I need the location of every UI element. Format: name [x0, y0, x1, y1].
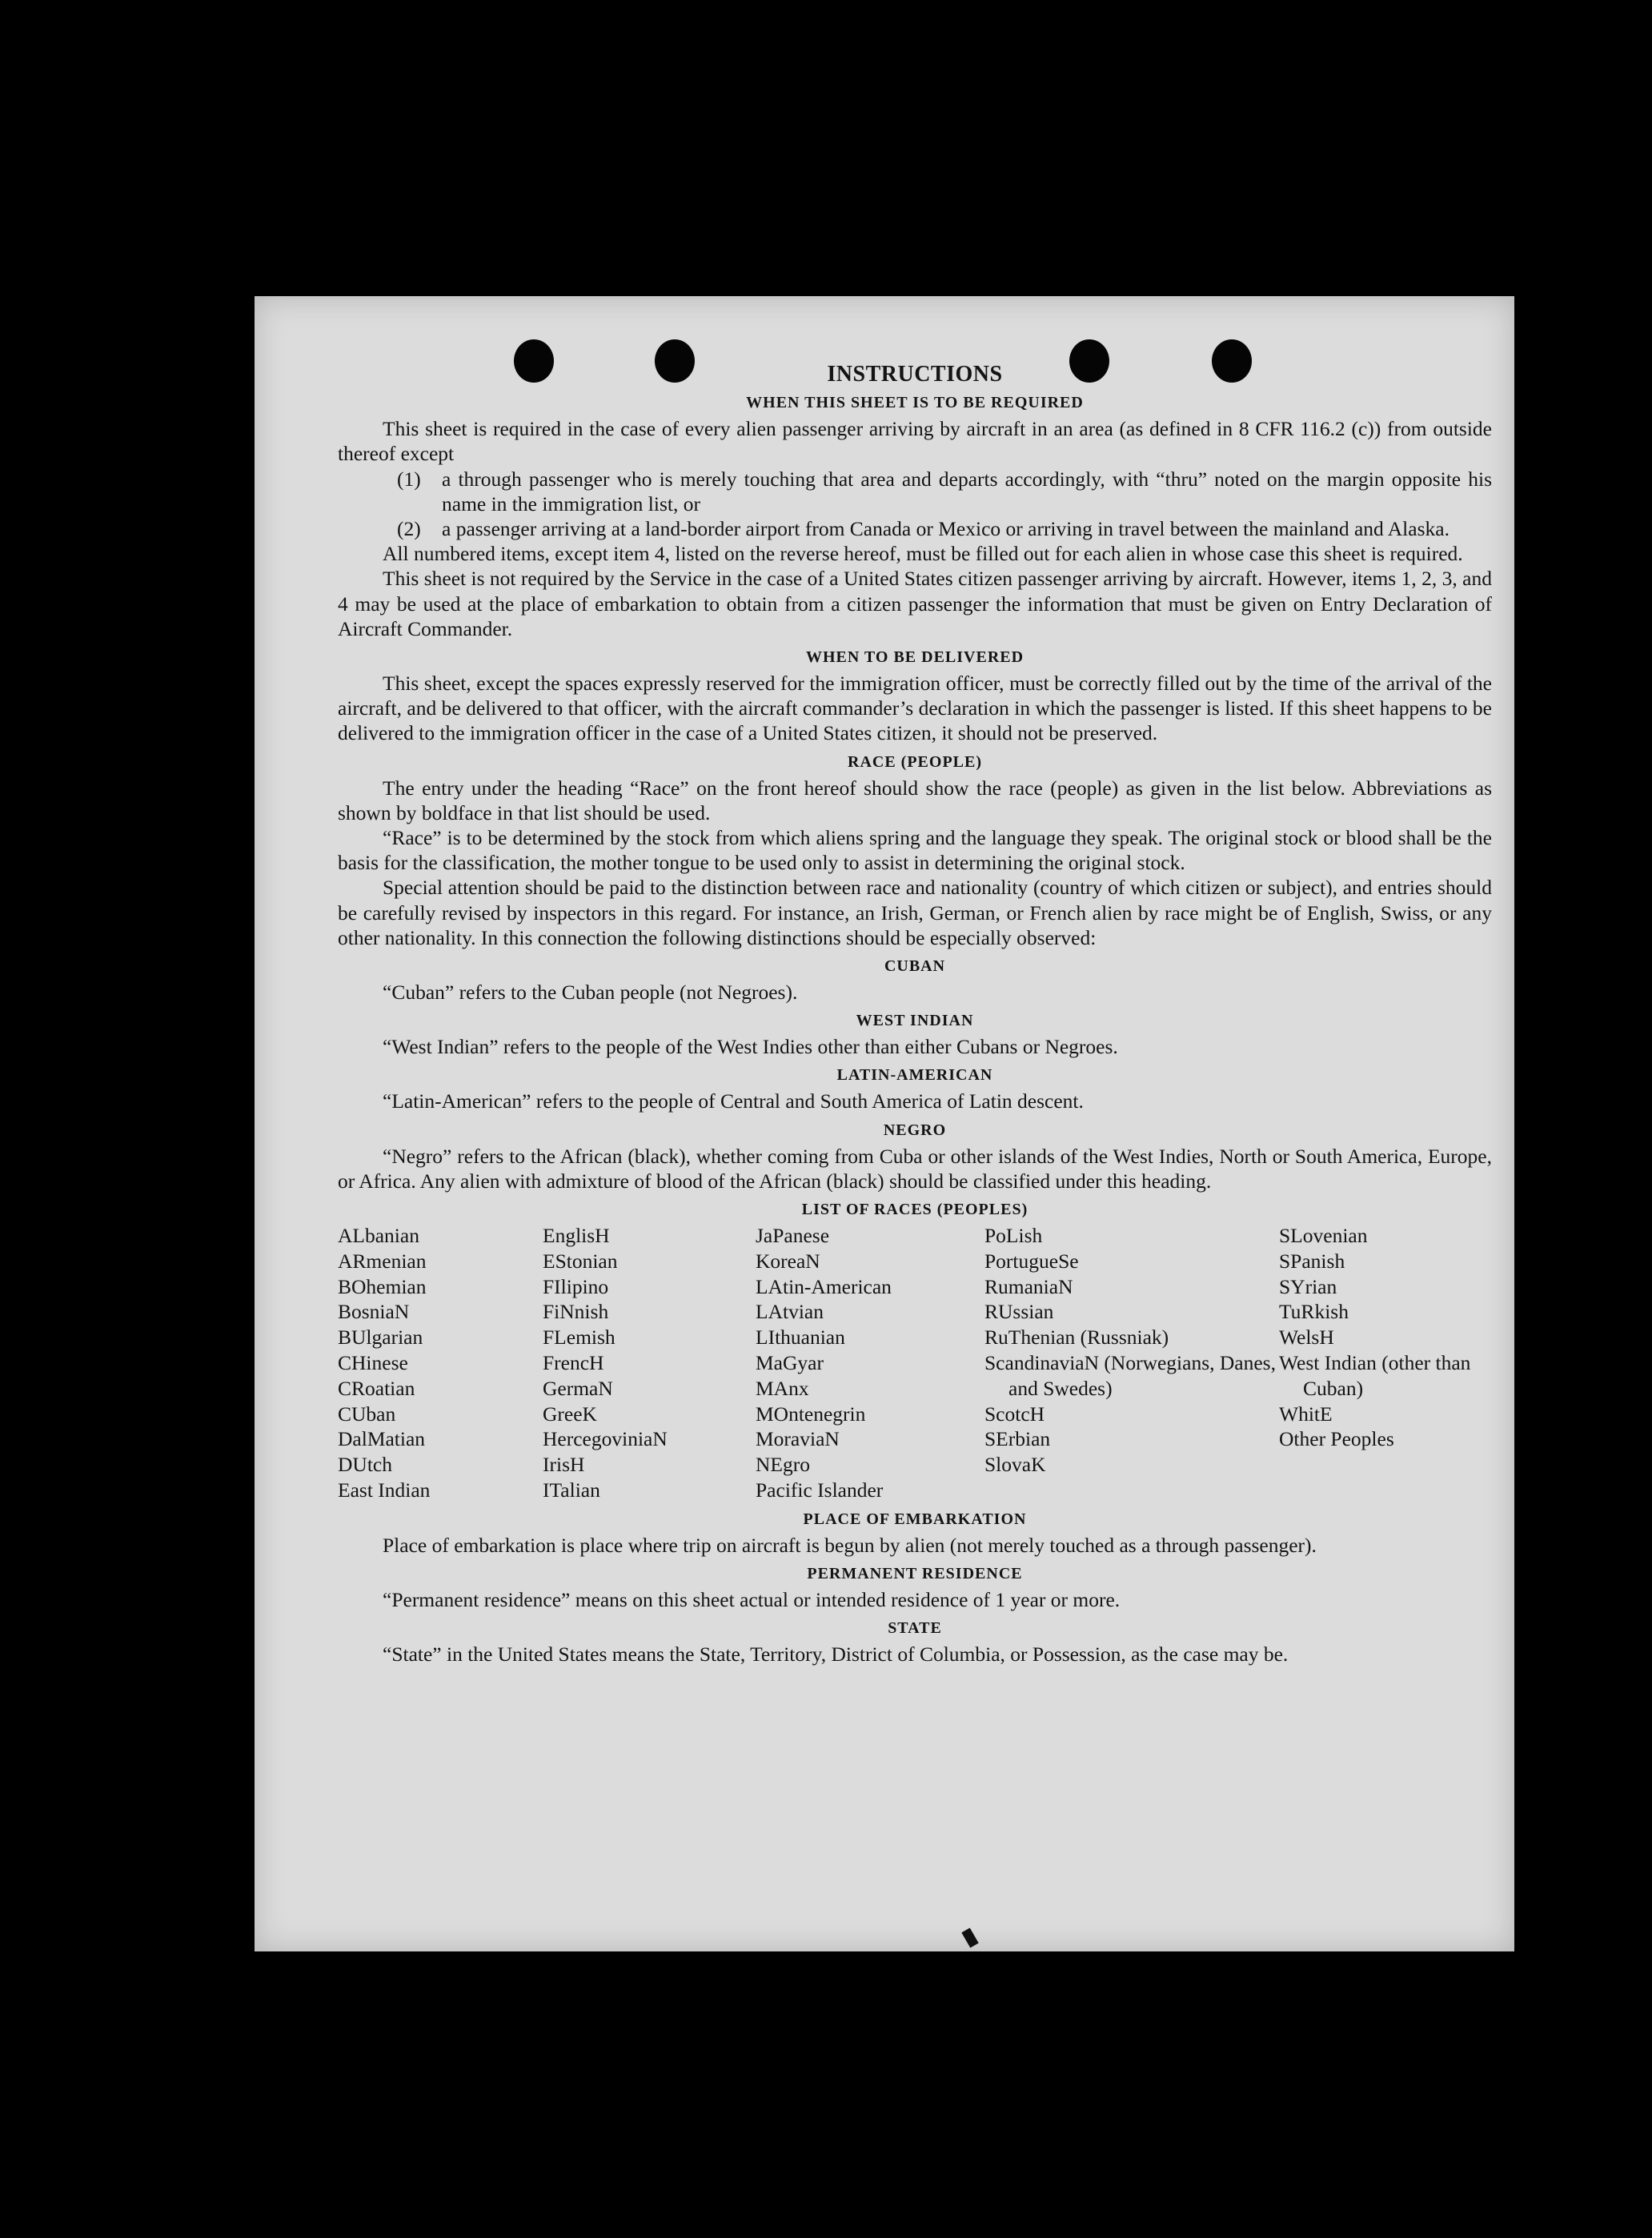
item-text: a through passenger who is merely touching that area and departs accordingly, with “thru” noted on the margin opposite his name in the immigration list, or: [442, 467, 1492, 515]
race-entry: ALbanian: [338, 1224, 419, 1248]
race-entry: EnglisH: [543, 1224, 610, 1248]
race-entry: SErbian: [984, 1427, 1051, 1451]
race-entry: SYrian: [1279, 1274, 1337, 1298]
section-heading: WHEN TO BE DELIVERED: [805, 648, 1024, 667]
race-entry: CUban: [338, 1402, 396, 1426]
race-entry: PortugueSe: [984, 1249, 1079, 1273]
race-entry: East Indian: [338, 1478, 431, 1502]
paragraph: “West Indian” refers to the people of the West Indies other than either Cubans or Negroes.: [383, 1035, 1118, 1059]
section-heading: WEST INDIAN: [856, 1012, 974, 1030]
race-column: [984, 1223, 1279, 1503]
race-entry: SlovaK: [984, 1453, 1046, 1477]
race-entry: LAtin-American: [756, 1274, 892, 1298]
race-entry: BosniaN: [338, 1300, 410, 1324]
race-entry: SPanish: [1279, 1249, 1345, 1273]
race-entry: CHinese: [338, 1351, 408, 1375]
instructions-body: [338, 362, 1492, 1666]
section-heading: RACE (PEOPLE): [848, 752, 982, 771]
race-entry: ScotcH: [984, 1402, 1045, 1426]
race-entry: JaPanese: [756, 1224, 830, 1248]
race-entry: GreeK: [543, 1402, 597, 1426]
section-heading: WHEN THIS SHEET IS TO BE REQUIRED: [746, 394, 1084, 412]
race-entry: BUlgarian: [338, 1326, 423, 1350]
paragraph: All numbered items, except item 4, listed on the reverse hereof, must be filled out for each alien in whose case this sheet is required.: [383, 542, 1463, 566]
race-entry: ARmenian: [338, 1249, 427, 1273]
race-entry: MaGyar: [756, 1351, 824, 1375]
paragraph: This sheet is not required by the Service in the case of a United States citizen passenger arriving by aircraft. However, items 1, 2, 3, and 4 may be used at the place of embarkation to obtain from a citizen passenger the information that must be given on Entry Declaration of Aircraft Commander.: [338, 567, 1492, 640]
race-entry: PoLish: [984, 1224, 1043, 1248]
section-heading: PLACE OF EMBARKATION: [803, 1510, 1027, 1528]
race-entry: LIthuanian: [756, 1326, 845, 1350]
race-entry: GermaN: [543, 1376, 613, 1400]
race-entry: LAtvian: [756, 1300, 824, 1324]
paragraph: “Latin-American” refers to the people of Central and South America of Latin descent.: [383, 1089, 1084, 1113]
section-heading: CUBAN: [884, 957, 946, 976]
race-entry: FiNnish: [543, 1300, 609, 1324]
race-entry: FIlipino: [543, 1274, 609, 1298]
race-entry: BOhemian: [338, 1274, 427, 1298]
list-item: [397, 516, 1492, 541]
race-entry: HercegoviniaN: [543, 1427, 668, 1451]
section-heading: LIST OF RACES (PEOPLES): [801, 1201, 1028, 1219]
race-column: [756, 1223, 984, 1503]
page-title: INSTRUCTIONS: [827, 362, 1003, 387]
document-page: [255, 296, 1514, 1951]
race-entry: FLemish: [543, 1326, 615, 1350]
paragraph: “Negro” refers to the African (black), whether coming from Cuba or other islands of the West Indies, North or South America, Europe, or Africa. Any alien with admixture of blood of the African (black) should be classified under this heading.: [338, 1144, 1492, 1193]
section-heading: STATE: [888, 1619, 942, 1638]
race-entry: WhitE: [1279, 1402, 1333, 1426]
paragraph: Place of embarkation is place where trip on aircraft is begun by alien (not merely touched as a through passenger).: [383, 1533, 1317, 1557]
race-entry: Other Peoples: [1279, 1427, 1394, 1451]
race-entry: ScandinaviaN (Norwegians, Danes, and Swedes): [984, 1351, 1276, 1400]
race-column: [338, 1223, 543, 1503]
race-entry: DalMatian: [338, 1427, 426, 1451]
race-entry: NEgro: [756, 1453, 810, 1477]
race-entry: KoreaN: [756, 1249, 820, 1273]
race-entry: TuRkish: [1279, 1300, 1349, 1324]
race-column: [1279, 1223, 1492, 1503]
race-entry: MAnx: [756, 1376, 809, 1400]
paragraph: This sheet is required in the case of every alien passenger arriving by aircraft in an area (as defined in 8 CFR 116.2 (c)) from outside thereof except: [338, 417, 1492, 466]
race-entry: Pacific Islander: [756, 1478, 884, 1502]
item-number: (1): [397, 467, 421, 491]
race-entry: RuThenian (Russniak): [984, 1326, 1169, 1350]
item-text: a passenger arriving at a land-border airport from Canada or Mexico or arriving in travel between the mainland and Alaska.: [442, 517, 1450, 541]
paragraph: “Race” is to be determined by the stock from which aliens spring and the language they speak. The original stock or blood shall be the basis for the classification, the mother tongue to be used only to assist in determining the original stock.: [338, 826, 1492, 875]
paragraph: This sheet, except the spaces expressly reserved for the immigration officer, must be correctly filled out by the time of the arrival of the aircraft, and be delivered to that officer, with the aircraft commander’s declaration in which the passenger is listed. If this sheet happens to be delivered to the immigration officer in the case of a United States citizen, it should not be preserved.: [338, 672, 1492, 745]
race-entry: CRoatian: [338, 1376, 415, 1400]
race-list: [338, 1223, 1492, 1503]
paragraph: “Cuban” refers to the Cuban people (not Negroes).: [383, 981, 798, 1005]
race-entry: SLovenian: [1279, 1224, 1368, 1248]
race-entry: WelsH: [1279, 1326, 1334, 1350]
race-column: [543, 1223, 756, 1503]
race-entry: FrencH: [543, 1351, 604, 1375]
race-entry: ITalian: [543, 1478, 600, 1502]
list-item: [397, 467, 1492, 516]
paragraph: Special attention should be paid to the distinction between race and nationality (country of which citizen or subject), and entries should be carefully revised by inspectors in this regard. For instance, an Irish, German, or French alien by race might be of English, Swiss, or any other nationality. In this connection the following distinctions should be especially observed:: [338, 876, 1492, 949]
race-entry: DUtch: [338, 1453, 392, 1477]
paragraph: The entry under the heading “Race” on the front hereof should show the race (people) as given in the list below. Abbreviations as shown by boldface in that list should be used.: [338, 776, 1492, 824]
item-number: (2): [397, 517, 421, 541]
race-entry: MoraviaN: [756, 1427, 840, 1451]
race-entry: MOntenegrin: [756, 1402, 866, 1426]
race-entry: IrisH: [543, 1453, 585, 1477]
scan-mark: [961, 1927, 978, 1947]
paragraph: “Permanent residence” means on this sheet actual or intended residence of 1 year or more.: [383, 1588, 1121, 1612]
section-heading: NEGRO: [883, 1121, 947, 1139]
section-heading: LATIN-AMERICAN: [836, 1066, 993, 1085]
race-entry: RumaniaN: [984, 1274, 1073, 1298]
paragraph: “State” in the United States means the State, Territory, District of Columbia, or Possession, as the case may be.: [383, 1642, 1289, 1666]
race-entry: EStonian: [543, 1249, 618, 1273]
race-entry: RUssian: [984, 1300, 1054, 1324]
section-heading: PERMANENT RESIDENCE: [807, 1565, 1023, 1583]
race-entry: West Indian (other than Cuban): [1279, 1351, 1471, 1400]
